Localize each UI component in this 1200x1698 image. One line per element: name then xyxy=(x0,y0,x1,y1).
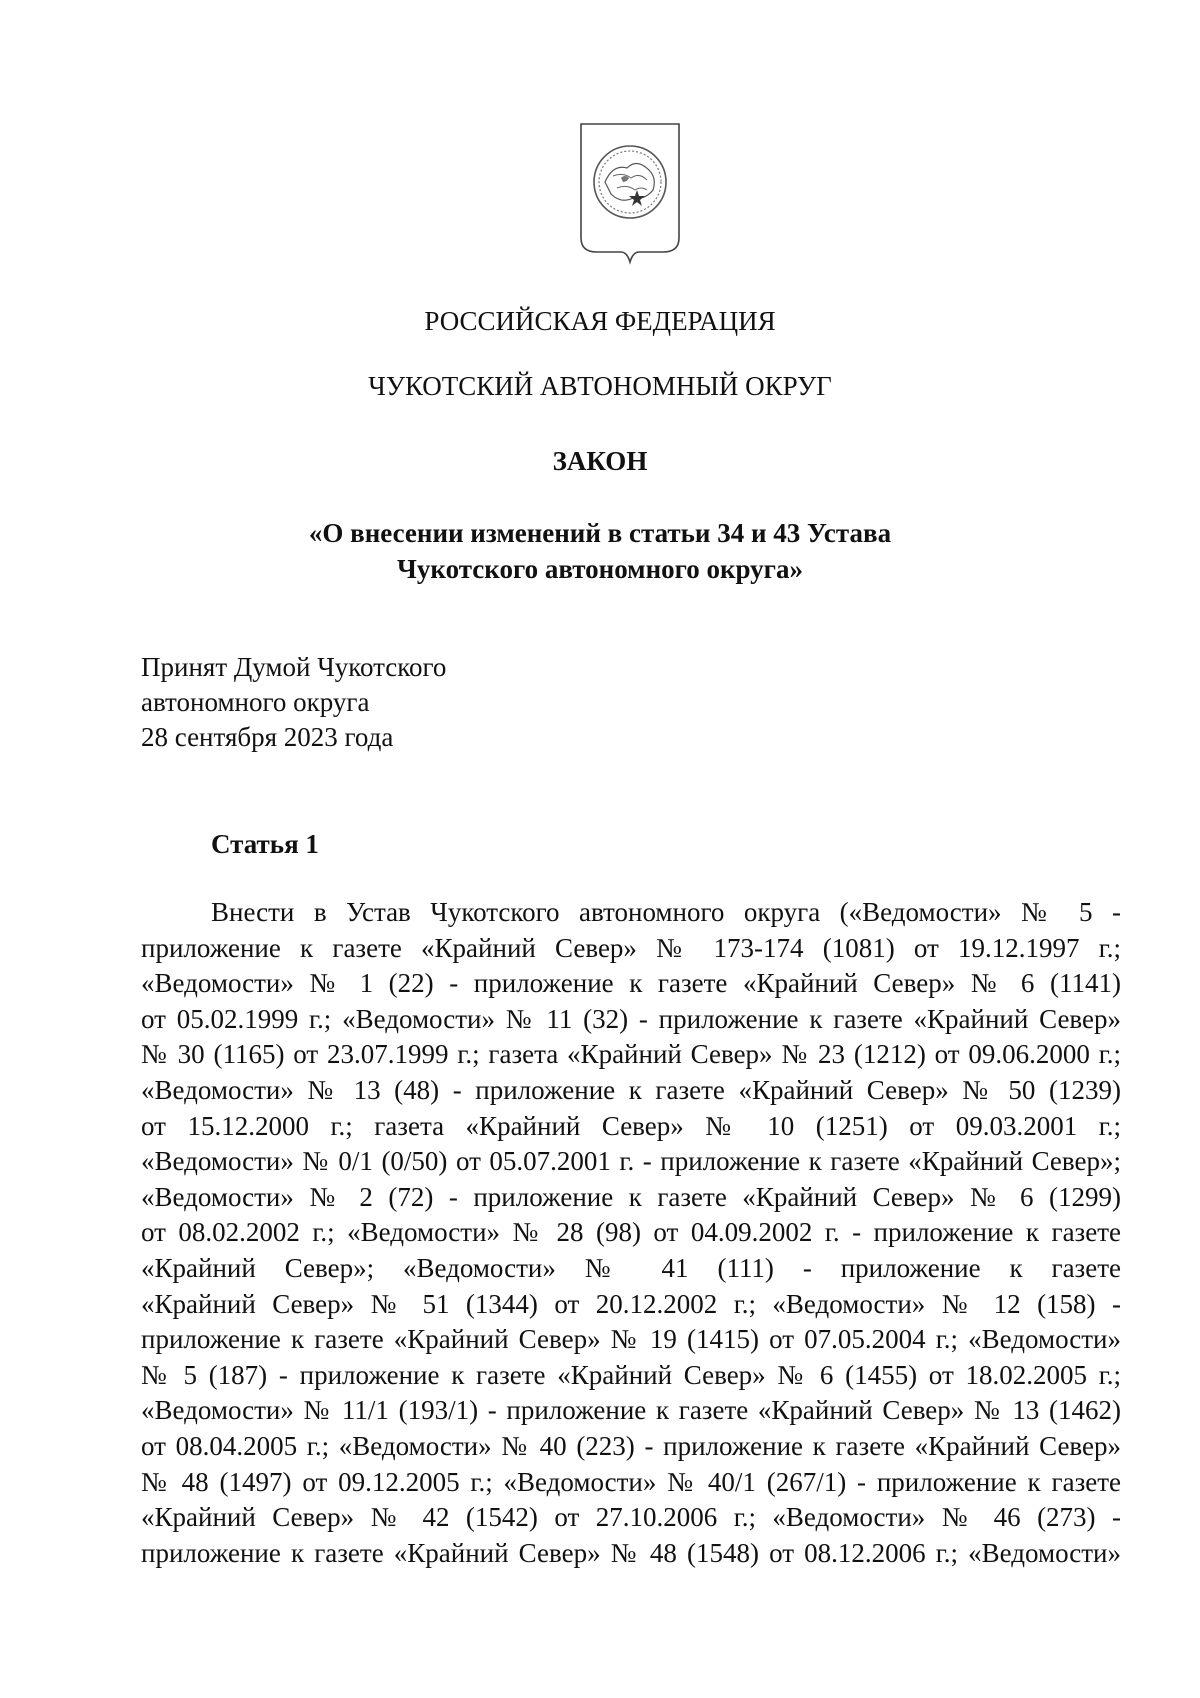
region-heading: ЧУКОТСКИЙ АВТОНОМНЫЙ ОКРУГ xyxy=(368,371,832,401)
adoption-line: автономного округа xyxy=(141,687,370,717)
document-type-heading: ЗАКОН xyxy=(552,446,648,476)
body-line: № 30 (1165) от 23.07.1999 г.; газета «Крайний Север» № 23 (1212) от 09.06.2000 г.; xyxy=(141,1039,1121,1070)
adoption-line: Принят Думой Чукотского xyxy=(141,652,447,682)
body-line: Внести в Устав Чукотского автономного округа («Ведомости» № 5 - xyxy=(211,897,1121,927)
adoption-note xyxy=(141,650,446,755)
body-line: приложение к газете «Крайний Север» № 173-174 (1081) от 19.12.1997 г.; xyxy=(141,932,1121,963)
body-line: «Ведомости» № 2 (72) - приложение к газете «Крайний Север» № 6 (1299) xyxy=(141,1181,1121,1212)
adoption-date: 28 сентября 2023 года xyxy=(141,722,394,752)
body-line: от 05.02.1999 г.; «Ведомости» № 11 (32) - приложение к газете «Крайний Север» xyxy=(141,1003,1121,1034)
body-line: от 08.04.2005 г.; «Ведомости» № 40 (223) - приложение к газете «Крайний Север» xyxy=(141,1430,1121,1461)
body-line: «Крайний Север» № 42 (1542) от 27.10.2006 г.; «Ведомости» № 46 (273) - xyxy=(141,1502,1121,1533)
coat-of-arms-emblem xyxy=(577,120,683,268)
body-line: от 15.12.2000 г.; газета «Крайний Север» № 10 (1251) от 09.03.2001 г.; xyxy=(141,1110,1121,1141)
body-line: от 08.02.2002 г.; «Ведомости» № 28 (98) от 04.09.2002 г. - приложение к газете xyxy=(141,1217,1121,1248)
country-heading: РОССИЙСКАЯ ФЕДЕРАЦИЯ xyxy=(424,306,776,336)
body-line: «Крайний Север» № 51 (1344) от 20.12.2002 г.; «Ведомости» № 12 (158) - xyxy=(141,1288,1121,1319)
article-heading: Статья 1 xyxy=(211,829,319,859)
law-title-line: Чукотского автономного округа» xyxy=(397,554,803,584)
body-line: «Крайний Север»; «Ведомости» № 41 (111) - приложение к газете xyxy=(141,1252,1121,1283)
body-line: «Ведомости» № 0/1 (0/50) от 05.07.2001 г. - приложение к газете «Крайний Север»; xyxy=(141,1146,1121,1177)
body-line: «Ведомости» № 11/1 (193/1) - приложение к газете «Крайний Север» № 13 (1462) xyxy=(141,1395,1121,1426)
body-line: № 5 (187) - приложение к газете «Крайний Север» № 6 (1455) от 18.02.2005 г.; xyxy=(141,1359,1121,1390)
article-body xyxy=(141,895,1121,1571)
body-line: приложение к газете «Крайний Север» № 19 (1415) от 07.05.2004 г.; «Ведомости» xyxy=(141,1324,1121,1355)
law-title-line: «О внесении изменений в статьи 34 и 43 Устава xyxy=(308,518,892,548)
body-line: «Ведомости» № 1 (22) - приложение к газете «Крайний Север» № 6 (1141) xyxy=(141,968,1121,999)
law-title xyxy=(0,515,1200,587)
body-line: приложение к газете «Крайний Север» № 48 (1548) от 08.12.2006 г.; «Ведомости» xyxy=(141,1537,1121,1568)
body-line: № 48 (1497) от 09.12.2005 г.; «Ведомости» № 40/1 (267/1) - приложение к газете xyxy=(141,1466,1121,1497)
body-line: «Ведомости» № 13 (48) - приложение к газете «Крайний Север» № 50 (1239) xyxy=(141,1074,1121,1105)
